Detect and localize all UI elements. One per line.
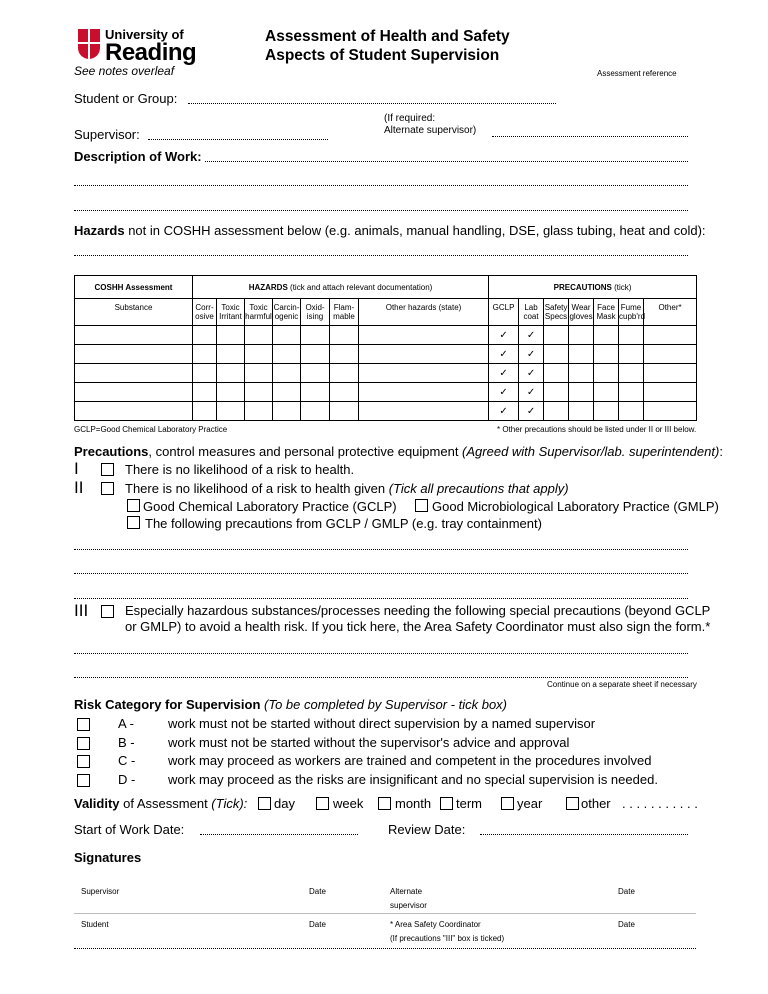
validity-day-checkbox[interactable] (258, 797, 271, 810)
risk-heading (74, 697, 507, 712)
risk-checkbox[interactable] (77, 774, 90, 787)
coshh-cell[interactable] (359, 326, 489, 345)
coshh-col-header: Substance (75, 299, 193, 326)
gmlp-checkbox[interactable] (415, 499, 428, 512)
risk-label: D - (118, 771, 136, 787)
coshh-col-header: Safety Specs (544, 299, 569, 326)
coshh-cell[interactable] (619, 383, 644, 402)
coshh-col-header: Lab coat (519, 299, 544, 326)
validity-year-checkbox[interactable] (501, 797, 514, 810)
coshh-cell[interactable] (359, 383, 489, 402)
validity-year-label: year (517, 796, 543, 811)
validity-week-checkbox[interactable] (316, 797, 329, 810)
sig-alternate-label (390, 885, 427, 913)
gclp-checkbox[interactable] (127, 499, 140, 512)
coshh-cell[interactable] (273, 402, 301, 421)
coshh-cell[interactable] (644, 383, 697, 402)
coshh-cell[interactable] (594, 345, 619, 364)
sig-bottom-line (74, 948, 696, 949)
coshh-cell[interactable] (301, 402, 330, 421)
precautions-field-3[interactable] (74, 598, 688, 599)
description-label: Description of Work: (74, 149, 202, 164)
coshh-cell[interactable] (619, 402, 644, 421)
hazards-bold: Hazards (74, 223, 125, 238)
student-label: Student or Group: (74, 91, 178, 106)
coshh-cell[interactable] (193, 345, 217, 364)
risk-text: work may proceed as the risks are insignificant and no special supervision is needed. (168, 771, 658, 787)
hazards-rest: not in COSHH assessment below (e.g. animals, manual handling, DSE, glass tubing, heat and cold): (124, 223, 706, 238)
coshh-cell[interactable] (569, 383, 594, 402)
sig-alternate-line2: supervisor (390, 901, 427, 910)
coshh-cell[interactable] (217, 402, 245, 421)
gmlp-label: Good Microbiological Laboratory Practice (GMLP) (432, 499, 719, 514)
supervisor-field[interactable] (148, 139, 328, 140)
precautions-italic: (Agreed with Supervisor/lab. superintendent) (462, 444, 720, 459)
sig-student-date-label: Date (309, 920, 326, 929)
coshh-table (74, 275, 697, 421)
risk-checkbox[interactable] (77, 718, 90, 731)
coshh-cell[interactable] (359, 364, 489, 383)
coshh-cell[interactable] (273, 383, 301, 402)
alt-supervisor-line2: Alternate supervisor) (384, 125, 477, 136)
coshh-cell[interactable] (75, 364, 193, 383)
precaution-i-checkbox[interactable] (101, 463, 114, 476)
description-field-2[interactable] (74, 185, 688, 186)
tick-mark[interactable]: ✓ (489, 402, 519, 421)
coshh-cell[interactable] (544, 402, 569, 421)
precautions-colon: : (719, 444, 723, 459)
coshh-col-header: Other hazards (state) (359, 299, 489, 326)
continue-note: Continue on a separate sheet if necessary (547, 680, 697, 689)
coshh-col-header: Corr- osive (193, 299, 217, 326)
coshh-cell[interactable] (544, 383, 569, 402)
coshh-cell[interactable] (569, 402, 594, 421)
signatures-heading: Signatures (74, 850, 142, 865)
validity-month-checkbox[interactable] (378, 797, 391, 810)
assessment-reference: Assessment reference (597, 69, 677, 78)
coshh-col-header: Oxid- ising (301, 299, 330, 326)
review-date-field[interactable] (480, 834, 688, 835)
coshh-cell[interactable] (193, 383, 217, 402)
coshh-cell[interactable] (245, 326, 273, 345)
alt-supervisor-line1: (If required: (384, 113, 436, 124)
coshh-cell[interactable] (569, 364, 594, 383)
coshh-cell[interactable] (330, 402, 359, 421)
coshh-cell[interactable] (619, 364, 644, 383)
coshh-cell[interactable] (75, 326, 193, 345)
precautions-rest: , control measures and personal protective equipment (148, 444, 463, 459)
sig-area-label (390, 918, 504, 946)
coshh-assessment-header: COSHH Assessment (75, 276, 193, 299)
coshh-cell[interactable] (644, 345, 697, 364)
university-logo (78, 27, 198, 69)
notes-overleaf: See notes overleaf (74, 64, 175, 78)
coshh-cell[interactable] (273, 326, 301, 345)
risk-text: work may proceed as workers are trained and competent in the procedures involved (168, 753, 652, 768)
validity-rest: of Assessment (119, 796, 212, 811)
title-line1: Assessment of Health and Safety (265, 28, 510, 45)
coshh-cell[interactable] (330, 383, 359, 402)
sig-supervisor-label: Supervisor (81, 887, 120, 896)
tick-mark[interactable]: ✓ (519, 383, 544, 402)
coshh-cell[interactable] (644, 326, 697, 345)
precaution-iii-line1: Especially hazardous substances/processes needing the following special precautions (beyond GCLP (125, 603, 711, 618)
coshh-cell[interactable] (245, 402, 273, 421)
coshh-row (75, 383, 697, 402)
following-checkbox[interactable] (127, 516, 140, 529)
validity-other-checkbox[interactable] (566, 797, 579, 810)
coshh-row (75, 345, 697, 364)
precaution-iii-checkbox[interactable] (101, 605, 114, 618)
coshh-cell[interactable] (75, 345, 193, 364)
coshh-cell[interactable] (594, 383, 619, 402)
tick-mark[interactable]: ✓ (489, 383, 519, 402)
precautions-field-2[interactable] (74, 573, 688, 574)
description-field-1[interactable] (205, 161, 688, 162)
risk-checkbox[interactable] (77, 755, 90, 768)
risk-text: work must not be started without direct supervision by a named supervisor (168, 716, 596, 731)
coshh-col-header: Other* (644, 299, 697, 326)
validity-label (74, 796, 247, 811)
other-precautions-note: * Other precautions should be listed under II or III below. (497, 425, 697, 434)
logo-line2: Reading (105, 39, 197, 66)
coshh-col-header: Wear gloves (569, 299, 594, 326)
risk-checkbox[interactable] (77, 737, 90, 750)
risk-label: A - (118, 716, 134, 731)
precaution-iii-text (125, 603, 710, 635)
supervisor-label: Supervisor: (74, 127, 140, 142)
coshh-cell[interactable] (359, 345, 489, 364)
precaution-i-label: I (74, 459, 79, 478)
precautions-bold: Precautions (74, 444, 149, 459)
coshh-cell[interactable] (330, 345, 359, 364)
validity-term-label: term (456, 796, 482, 811)
precaution-iii-line2: or GMLP) to avoid a health risk. If you tick here, the Area Safety Coordinator must also sign the form.* (125, 619, 711, 634)
coshh-cell[interactable] (245, 383, 273, 402)
student-field[interactable] (188, 103, 556, 104)
coshh-cell[interactable] (644, 364, 697, 383)
description-field-3[interactable] (74, 210, 688, 211)
hazards-label (74, 223, 706, 238)
coshh-cell[interactable] (359, 402, 489, 421)
tick-mark[interactable]: ✓ (519, 345, 544, 364)
sig-area-date-label: Date (618, 920, 635, 929)
special-precautions-field-1[interactable] (74, 653, 688, 654)
sig-alternate-date-label: Date (618, 887, 635, 896)
coshh-cell[interactable] (330, 364, 359, 383)
coshh-cell[interactable] (569, 345, 594, 364)
risk-label: B - (118, 734, 135, 750)
coshh-cell[interactable] (544, 345, 569, 364)
coshh-cell[interactable] (544, 364, 569, 383)
coshh-cell[interactable] (619, 326, 644, 345)
tick-mark[interactable]: ✓ (489, 345, 519, 364)
validity-week-label: week (333, 796, 364, 811)
tick-mark[interactable]: ✓ (489, 326, 519, 345)
coshh-cell[interactable] (193, 326, 217, 345)
precaution-ii-text (125, 481, 569, 496)
validity-day-label: day (274, 796, 295, 811)
crest-icon (78, 29, 100, 59)
sig-student-label: Student (81, 920, 109, 929)
validity-term-checkbox[interactable] (440, 797, 453, 810)
coshh-cell[interactable] (544, 326, 569, 345)
validity-italic: (Tick): (211, 796, 248, 811)
coshh-cell[interactable] (594, 364, 619, 383)
form-title (265, 27, 510, 65)
precautions-field-1[interactable] (74, 549, 688, 550)
coshh-cell[interactable] (193, 402, 217, 421)
precautions-header: PRECAUTIONS (tick) (489, 276, 697, 299)
validity-bold: Validity (74, 796, 120, 811)
risk-italic: (To be completed by Supervisor - tick box) (260, 697, 508, 712)
coshh-cell[interactable] (217, 326, 245, 345)
coshh-row (75, 326, 697, 345)
precaution-ii-main: There is no likelihood of a risk to health given (125, 481, 389, 496)
sig-area-line1: * Area Safety Coordinator (390, 920, 481, 929)
precaution-ii-label: II (74, 478, 84, 497)
coshh-cell[interactable] (193, 364, 217, 383)
coshh-cell[interactable] (569, 326, 594, 345)
gclp-note: GCLP=Good Chemical Laboratory Practice (74, 425, 228, 434)
risk-label: C - (118, 753, 136, 768)
coshh-col-header: Toxic harmful (245, 299, 273, 326)
coshh-cell[interactable] (75, 402, 193, 421)
tick-mark[interactable]: ✓ (519, 364, 544, 383)
alt-supervisor-field[interactable] (492, 136, 688, 137)
coshh-cell[interactable] (644, 402, 697, 421)
coshh-cell[interactable] (217, 383, 245, 402)
precautions-heading (74, 444, 723, 459)
logo-line1: University of (105, 27, 184, 42)
start-date-label: Start of Work Date: (74, 822, 185, 837)
coshh-row (75, 402, 697, 421)
coshh-cell[interactable] (301, 326, 330, 345)
hazards-header: HAZARDS (tick and attach relevant documentation) (193, 276, 489, 299)
gclp-label: Good Chemical Laboratory Practice (GCLP) (143, 499, 397, 514)
start-date-field[interactable] (200, 834, 358, 835)
coshh-col-header: Carcin- ogenic (273, 299, 301, 326)
title-line2: Aspects of Student Supervision (265, 47, 500, 64)
precaution-iii-label: III (74, 601, 89, 620)
coshh-cell[interactable] (75, 383, 193, 402)
coshh-cell[interactable] (301, 345, 330, 364)
review-date-label: Review Date: (388, 822, 466, 837)
coshh-cell[interactable] (594, 402, 619, 421)
coshh-cell[interactable] (245, 364, 273, 383)
special-precautions-field-2[interactable] (74, 677, 688, 678)
sig-supervisor-date-label: Date (309, 887, 326, 896)
risk-bold: Risk Category for Supervision (74, 697, 261, 712)
risk-text: work must not be started without the supervisor's advice and approval (168, 734, 570, 750)
validity-other-dots[interactable]: . . . . . . . . . . . (622, 796, 698, 811)
coshh-cell[interactable] (619, 345, 644, 364)
alt-supervisor-label (384, 113, 476, 137)
coshh-cell[interactable] (217, 364, 245, 383)
coshh-col-header: Flam- mable (330, 299, 359, 326)
sig-alternate-line1: Alternate (390, 887, 423, 896)
following-label: The following precautions from GCLP / GMLP (e.g. tray containment) (145, 516, 542, 531)
tick-mark[interactable]: ✓ (519, 402, 544, 421)
coshh-cell[interactable] (273, 364, 301, 383)
precaution-ii-italic: (Tick all precautions that apply) (388, 481, 569, 496)
coshh-col-header: Fume cupb'rd (619, 299, 644, 326)
tick-mark[interactable]: ✓ (519, 326, 544, 345)
coshh-cell[interactable] (301, 364, 330, 383)
coshh-col-header: Face Mask (594, 299, 619, 326)
coshh-cell[interactable] (245, 345, 273, 364)
coshh-cell[interactable] (594, 326, 619, 345)
tick-mark[interactable]: ✓ (489, 364, 519, 383)
coshh-cell[interactable] (217, 345, 245, 364)
precaution-ii-checkbox[interactable] (101, 482, 114, 495)
validity-other-label: other (581, 796, 611, 811)
sig-divider (74, 913, 696, 914)
precaution-i-text: There is no likelihood of a risk to health. (125, 462, 355, 477)
coshh-cell[interactable] (301, 383, 330, 402)
validity-month-label: month (395, 796, 432, 811)
coshh-cell[interactable] (330, 326, 359, 345)
coshh-row (75, 364, 697, 383)
coshh-col-header: Toxic Irritant (217, 299, 245, 326)
coshh-cell[interactable] (273, 345, 301, 364)
hazards-field[interactable] (74, 255, 688, 256)
coshh-col-header: GCLP (489, 299, 519, 326)
sig-area-line2: (If precautions "III" box is ticked) (390, 934, 505, 943)
